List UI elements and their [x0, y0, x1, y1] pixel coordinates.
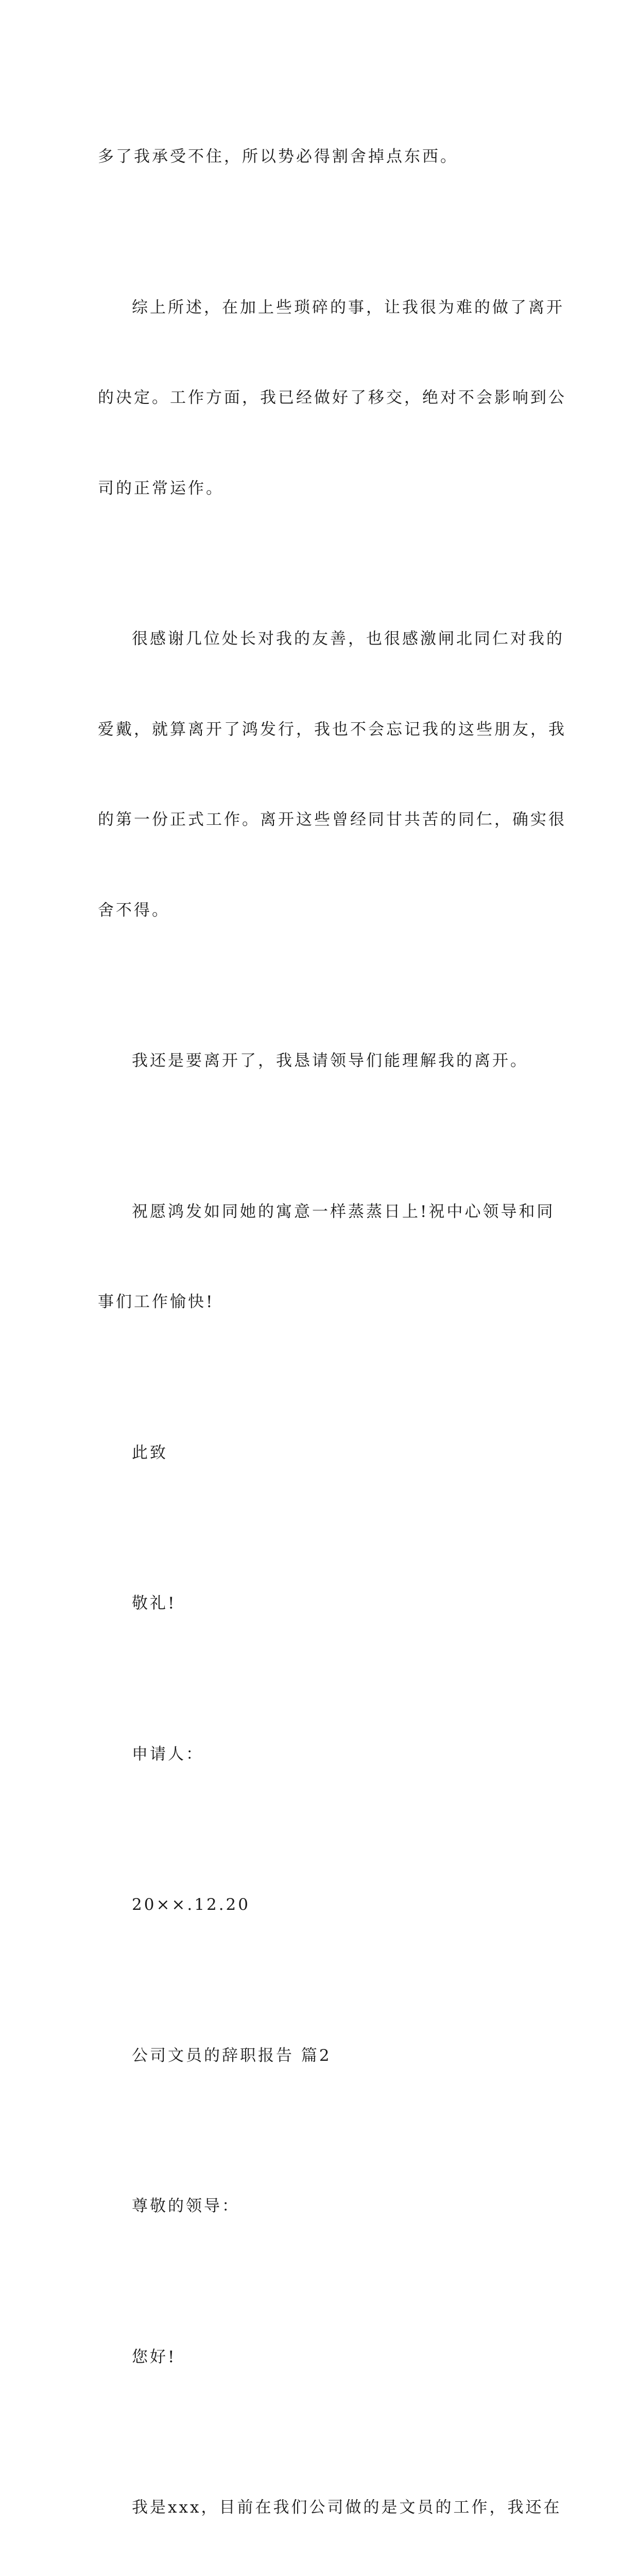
applicant-label	[98, 1679, 546, 1830]
text-line: 很感谢几位处长对我的友善，也很感激闸北同仁对我的	[132, 630, 564, 648]
text-line: 多了我承受不住，所以势必得割舍掉点东西。	[98, 147, 458, 166]
paragraph	[98, 232, 566, 564]
text-line: 公司文员的辞职报告 篇2	[132, 2046, 332, 2065]
text-line: 此致	[132, 1443, 168, 1462]
section-title	[98, 1980, 546, 2131]
text-line: 敬礼!	[132, 1594, 177, 1613]
letter-date	[98, 1829, 546, 1980]
greeting-hello	[98, 2282, 546, 2433]
paragraph	[98, 2432, 562, 2576]
document-body	[98, 81, 566, 2576]
text-line: 爱戴，就算离开了鸿发行，我也不会忘记我的这些朋友，我	[98, 720, 566, 739]
closing-regards	[98, 1528, 546, 1679]
paragraph	[98, 564, 566, 986]
paragraph	[98, 986, 546, 1137]
text-line: 我还是要离开了，我恳请领导们能理解我的离开。	[132, 1052, 528, 1070]
paragraph	[98, 1137, 555, 1378]
greeting-recipient	[98, 2131, 546, 2282]
text-line: 申请人：	[132, 1744, 204, 1764]
text-line: 的第一份正式工作。离开这些曾经同甘共苦的同仁，确实很	[98, 810, 566, 829]
text-line: 祝愿鸿发如同她的寓意一样蒸蒸日上!祝中心领导和同	[132, 1202, 555, 1221]
text-line: 您好!	[132, 2347, 177, 2366]
text-line: 事们工作愉快!	[98, 1293, 215, 1311]
closing-salutation	[98, 1378, 546, 1529]
text-line: 司的正常运作。	[98, 479, 224, 498]
text-line: 综上所述，在加上些琐碎的事，让我很为难的做了离开	[132, 298, 564, 317]
text-line: 20××.12.20	[132, 1895, 250, 1914]
text-line: 尊敬的领导：	[132, 2197, 240, 2215]
text-line: 舍不得。	[98, 901, 170, 920]
paragraph	[98, 81, 546, 232]
text-line: 的决定。工作方面，我已经做好了移交，绝对不会影响到公	[98, 388, 566, 407]
text-line: 我是xxx，目前在我们公司做的是文员的工作，我还在	[132, 2498, 562, 2517]
